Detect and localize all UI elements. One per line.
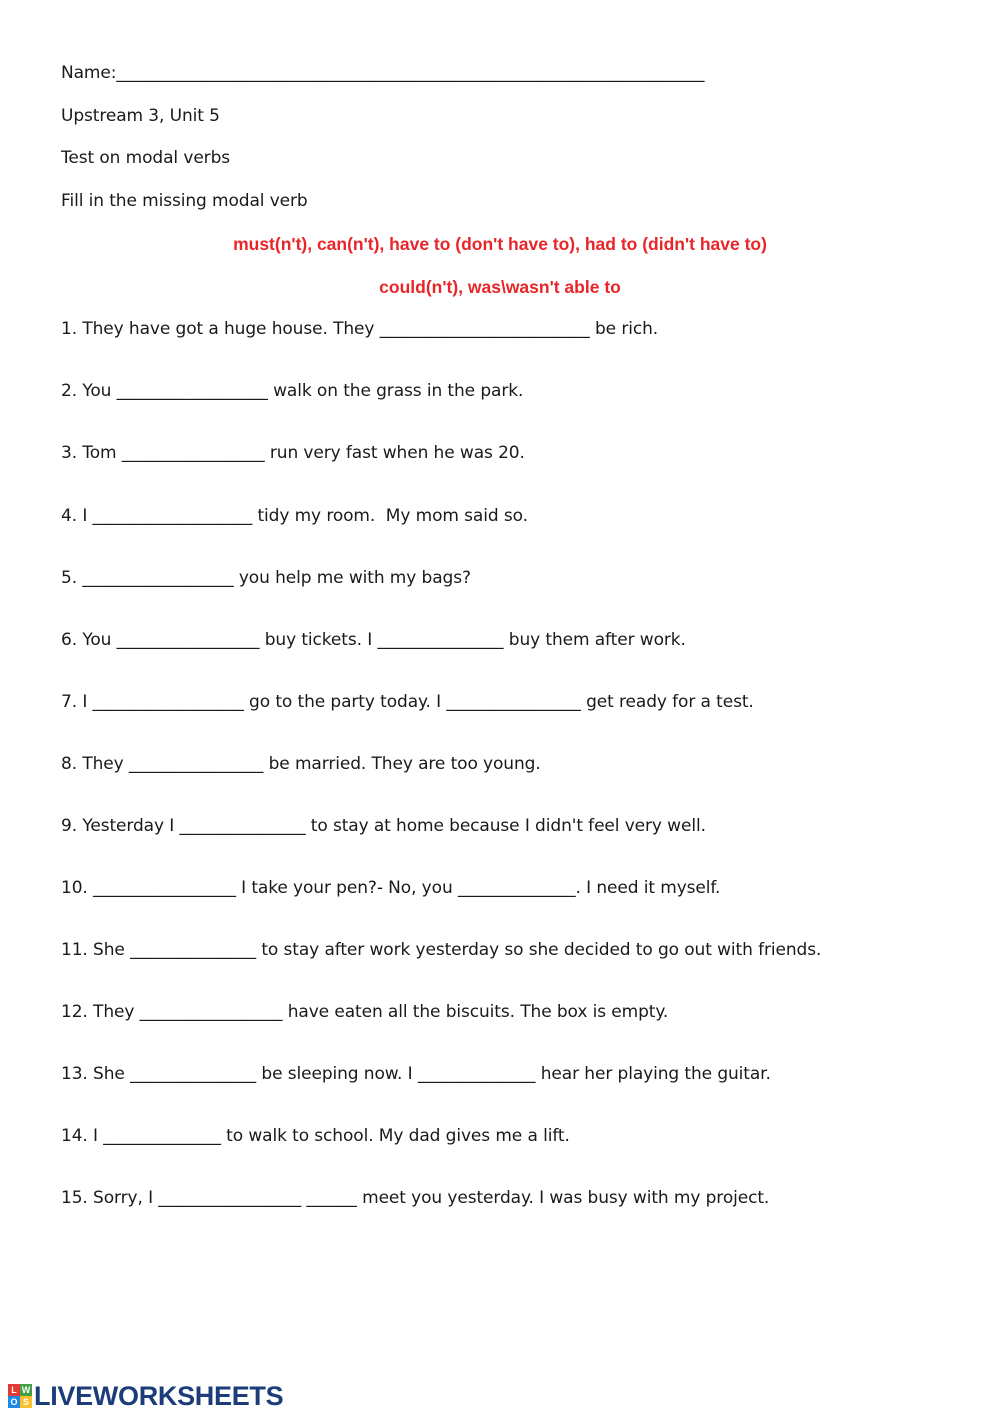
instruction: Fill in the missing modal verb [61, 191, 308, 211]
question-10: 10. _________________ I take your pen?- No, you ______________. I need it myself. [61, 878, 721, 898]
logo-mark-cell: W [21, 1385, 31, 1395]
question-13: 13. She _______________ be sleeping now. I ______________ hear her playing the guitar. [61, 1064, 771, 1084]
logo-mark-cell: S [20, 1396, 32, 1408]
question-14: 14. I ______________ to walk to school. My dad gives me a lift. [61, 1126, 570, 1146]
liveworksheets-logo [8, 1380, 283, 1412]
question-8: 8. They ________________ be married. They are too young. [61, 754, 541, 774]
logo-mark-cell: O [8, 1396, 20, 1408]
logo-mark-icon [8, 1384, 32, 1408]
word-bank-line-1: must(n't), can(n't), have to (don't have to), had to (didn't have to) [233, 234, 767, 254]
question-4: 4. I ___________________ tidy my room. My mom said so. [61, 506, 528, 526]
logo-text: LIVEWORKSHEETS [34, 1380, 284, 1411]
word-bank-line-2: could(n't), was\wasn't able to [379, 277, 621, 297]
question-9: 9. Yesterday I _______________ to stay at home because I didn't feel very well. [61, 816, 706, 836]
name-field: Name:______________________________________________________________________ [61, 63, 705, 83]
question-12: 12. They _________________ have eaten all the biscuits. The box is empty. [61, 1002, 669, 1022]
course-label: Upstream 3, Unit 5 [61, 106, 220, 126]
question-2: 2. You __________________ walk on the grass in the park. [61, 381, 524, 401]
question-15: 15. Sorry, I _________________ ______ meet you yesterday. I was busy with my project. [61, 1188, 770, 1208]
question-3: 3. Tom _________________ run very fast when he was 20. [61, 443, 525, 463]
logo-mark-cell: L [8, 1384, 20, 1396]
question-11: 11. She _______________ to stay after work yesterday so she decided to go out with friends. [61, 940, 822, 960]
question-1: 1. They have got a huge house. They _________________________ be rich. [61, 319, 659, 339]
question-6: 6. You _________________ buy tickets. I _______________ buy them after work. [61, 630, 686, 650]
question-7: 7. I __________________ go to the party today. I ________________ get ready for a test. [61, 692, 754, 712]
test-title: Test on modal verbs [61, 148, 231, 168]
question-5: 5. __________________ you help me with my bags? [61, 568, 471, 588]
